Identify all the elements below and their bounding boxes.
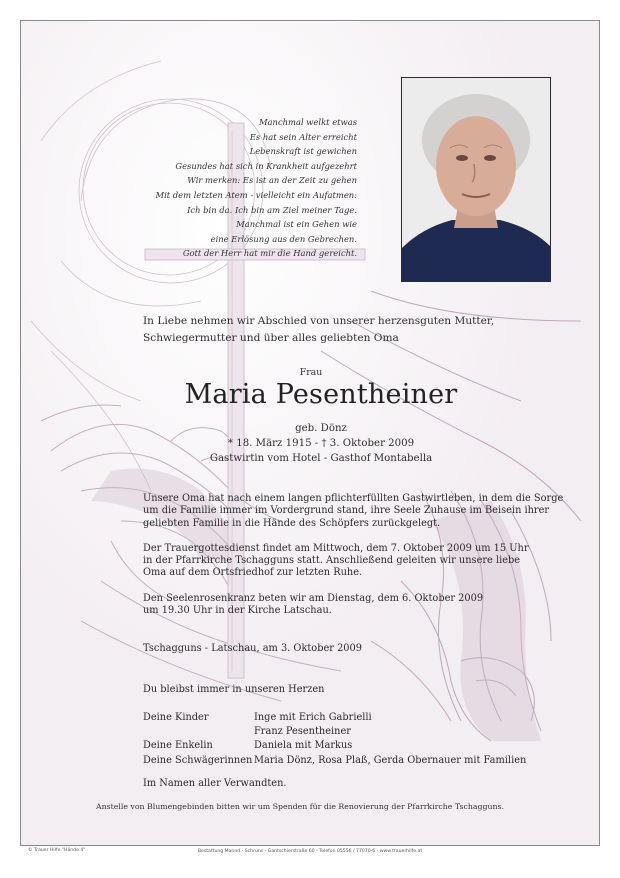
intro-line: In Liebe nehmen wir Abschied von unserer herzensguten Mutter, bbox=[143, 315, 495, 327]
paragraph bbox=[143, 493, 583, 530]
mourner-names: Daniela mit Markus bbox=[254, 740, 353, 752]
mourner-names: Maria Dönz, Rosa Plaß, Gerda Obernauer mit Familien bbox=[254, 754, 527, 766]
paragraph-line: um 19.30 Uhr in der Kirche Latschau. bbox=[143, 605, 332, 617]
life-dates: * 18. März 1915 - † 3. Oktober 2009 bbox=[227, 437, 415, 449]
donation-note: Anstelle von Blumengebinden bitten wir um Spenden für die Renovierung der Pfarrkirche Tschagguns. bbox=[95, 802, 505, 811]
remembrance-line: Du bleibst immer in unseren Herzen bbox=[143, 684, 325, 695]
poem-line: Gesundes hat sich in Krankheit aufgezehrt bbox=[175, 160, 357, 171]
poem-line: Manchmal welkt etwas bbox=[258, 117, 357, 127]
poem-line: Mit dem letzten Atem - vielleicht ein Aufatmen: bbox=[155, 189, 357, 200]
mourner-row bbox=[143, 739, 526, 753]
mourners-list bbox=[143, 711, 526, 768]
mourner-names: Inge mit Erich Gabrielli bbox=[254, 712, 372, 723]
portrait-photo bbox=[401, 77, 551, 282]
obituary-card bbox=[20, 20, 600, 846]
paragraph-line: Den Seelenrosenkranz beten wir am Dienstag, dem 6. Oktober 2009 bbox=[143, 592, 484, 604]
maiden-name: geb. Dönz bbox=[295, 423, 347, 434]
paragraph-line: geliebten Familie in die Hände des Schöpfers zurückgelegt. bbox=[143, 517, 441, 529]
footer-undertaker: Bestattung Mannd - Schruns - Gantschierstraße 60 - Telefon 05556 / 77070-6 - www.trauerhilfe.at bbox=[197, 849, 423, 854]
mourner-relation: Deine Schwägerinnen bbox=[143, 754, 253, 766]
body-text bbox=[143, 493, 583, 630]
life-info bbox=[21, 422, 600, 466]
paragraph-line: Der Trauergottesdienst findet am Mittwoch, dem 7. Oktober 2009 um 15 Uhr bbox=[143, 542, 529, 554]
place-date: Tschagguns - Latschau, am 3. Oktober 2009 bbox=[143, 643, 363, 654]
paragraph-line: Unsere Oma hat nach einem langen pflichterfüllten Gastwirtleben, in dem die Sorge bbox=[143, 493, 564, 504]
paragraph bbox=[143, 593, 583, 618]
poem bbox=[111, 115, 357, 261]
salutation: Frau bbox=[299, 367, 323, 378]
poem-line: Gott der Herr hat mir die Hand gereicht. bbox=[182, 248, 357, 259]
mourner-row bbox=[143, 754, 526, 768]
occupation: Gastwirtin vom Hotel - Gasthof Montabella bbox=[209, 452, 433, 464]
mourner-names: Franz Pesentheiner bbox=[254, 726, 351, 738]
mourner-row bbox=[143, 725, 526, 739]
intro-line: Schwiegermutter und über alles geliebten Oma bbox=[143, 332, 399, 344]
poem-line: Wir merken: Es ist an der Zeit zu gehen bbox=[187, 175, 357, 186]
paragraph-line: Oma auf dem Ortsfriedhof zur letzten Ruhe. bbox=[143, 567, 363, 579]
relatives-line: Im Namen aller Verwandten. bbox=[143, 778, 287, 789]
poem-line: Es hat sein Alter erreicht bbox=[249, 131, 357, 142]
intro-text bbox=[143, 313, 543, 347]
poem-line: Ich bin da. Ich bin am Ziel meiner Tage. bbox=[187, 204, 357, 215]
mourner-relation: Deine Enkelin bbox=[143, 740, 213, 752]
poem-line: Manchmal ist ein Gehen wie bbox=[236, 219, 357, 230]
footer-copyright: © Trauer Hilfe "Hände 4" bbox=[28, 848, 86, 853]
paragraph-line: in der Pfarrkirche Tschagguns statt. Anschließend geleiten wir unsere liebe bbox=[143, 555, 521, 567]
deceased-name: Maria Pesentheiner bbox=[184, 379, 458, 410]
mourner-relation: Deine Kinder bbox=[143, 712, 209, 723]
poem-line: eine Erlösung aus den Gebrechen. bbox=[210, 233, 357, 244]
paragraph bbox=[143, 543, 583, 580]
poem-line: Lebenskraft ist gewichen bbox=[249, 146, 357, 157]
mourner-relation bbox=[143, 725, 254, 739]
mourner-row bbox=[143, 711, 526, 725]
paragraph-line: um die Familie immer im Vordergrund stand, ihre Seele Zuhause im Beisein ihrer bbox=[143, 505, 550, 517]
